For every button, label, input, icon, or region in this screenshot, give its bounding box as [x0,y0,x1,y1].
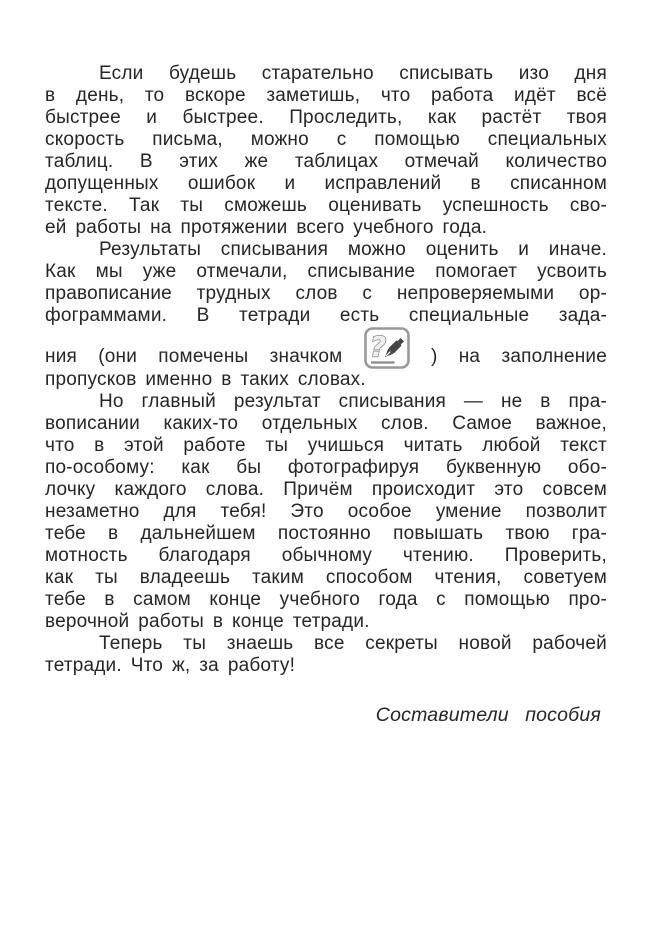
text-line: скорость письма, можно с помощью специальных [45,129,607,150]
paragraph [45,239,607,391]
text-line: в день, то вскоре заметишь, что работа идёт всё [45,85,607,106]
text-line: по-особому: как бы фотографируя буквенную обо- [45,457,607,478]
signature: Составители пособия [375,704,601,726]
paragraph [45,633,607,677]
text-line: тетради. Что ж, за работу! [45,655,296,676]
question-pen-icon [364,327,410,369]
text-line: мотность благодаря обычному чтению. Проверить, [45,545,607,566]
text-line: тебе в дальнейшем постоянно повышать твою гра- [45,523,607,544]
text-line: допущенных ошибок и исправлений в списанном [45,173,607,194]
paragraph [45,63,607,239]
text-line: незаметно для тебя! Это особое умение позволит [45,501,607,522]
text-line: как ты владеешь таким способом чтения, советуем [45,567,607,588]
text-line: что в этой работе ты учишься читать любой текст [45,435,607,456]
text-line: верочной работы в конце тетради. [45,611,370,632]
text-line: правописание трудных слов с непроверяемыми ор- [45,283,607,304]
text-line: Как мы уже отмечали, списывание помогает усвоить [45,261,607,282]
svg-text:?: ? [369,330,387,363]
text-line: Результаты списывания можно оценить и иначе. [99,239,607,260]
text-line: ния (они помечены значком ? ) на заполнение [45,327,607,369]
text-line: тебе в самом конце учебного года с помощью про- [45,589,607,610]
text-line: таблиц. В этих же таблицах отмечай количество [45,151,607,172]
text-line: Но главный результат списывания — не в пра- [99,391,607,412]
text-line: пропусков именно в таких словах. [45,369,366,390]
text-line: фограммами. В тетради есть специальные зада- [45,305,607,326]
text-line: Теперь ты знаешь все секреты новой рабочей [99,633,607,654]
text-line: Если будешь старательно списывать изо дня [99,63,607,84]
text-line: лочку каждого слова. Причём происходит это совсем [45,479,607,500]
paragraph [45,391,607,633]
text-line: тексте. Так ты сможешь оценивать успешность сво- [45,195,607,216]
body-text [45,63,607,677]
text-line: быстрее и быстрее. Проследить, как растёт твоя [45,107,607,128]
text-line: ей работы на протяжении всего учебного года. [45,217,488,238]
text-line: вописании каких-то отдельных слов. Самое важное, [45,413,607,434]
